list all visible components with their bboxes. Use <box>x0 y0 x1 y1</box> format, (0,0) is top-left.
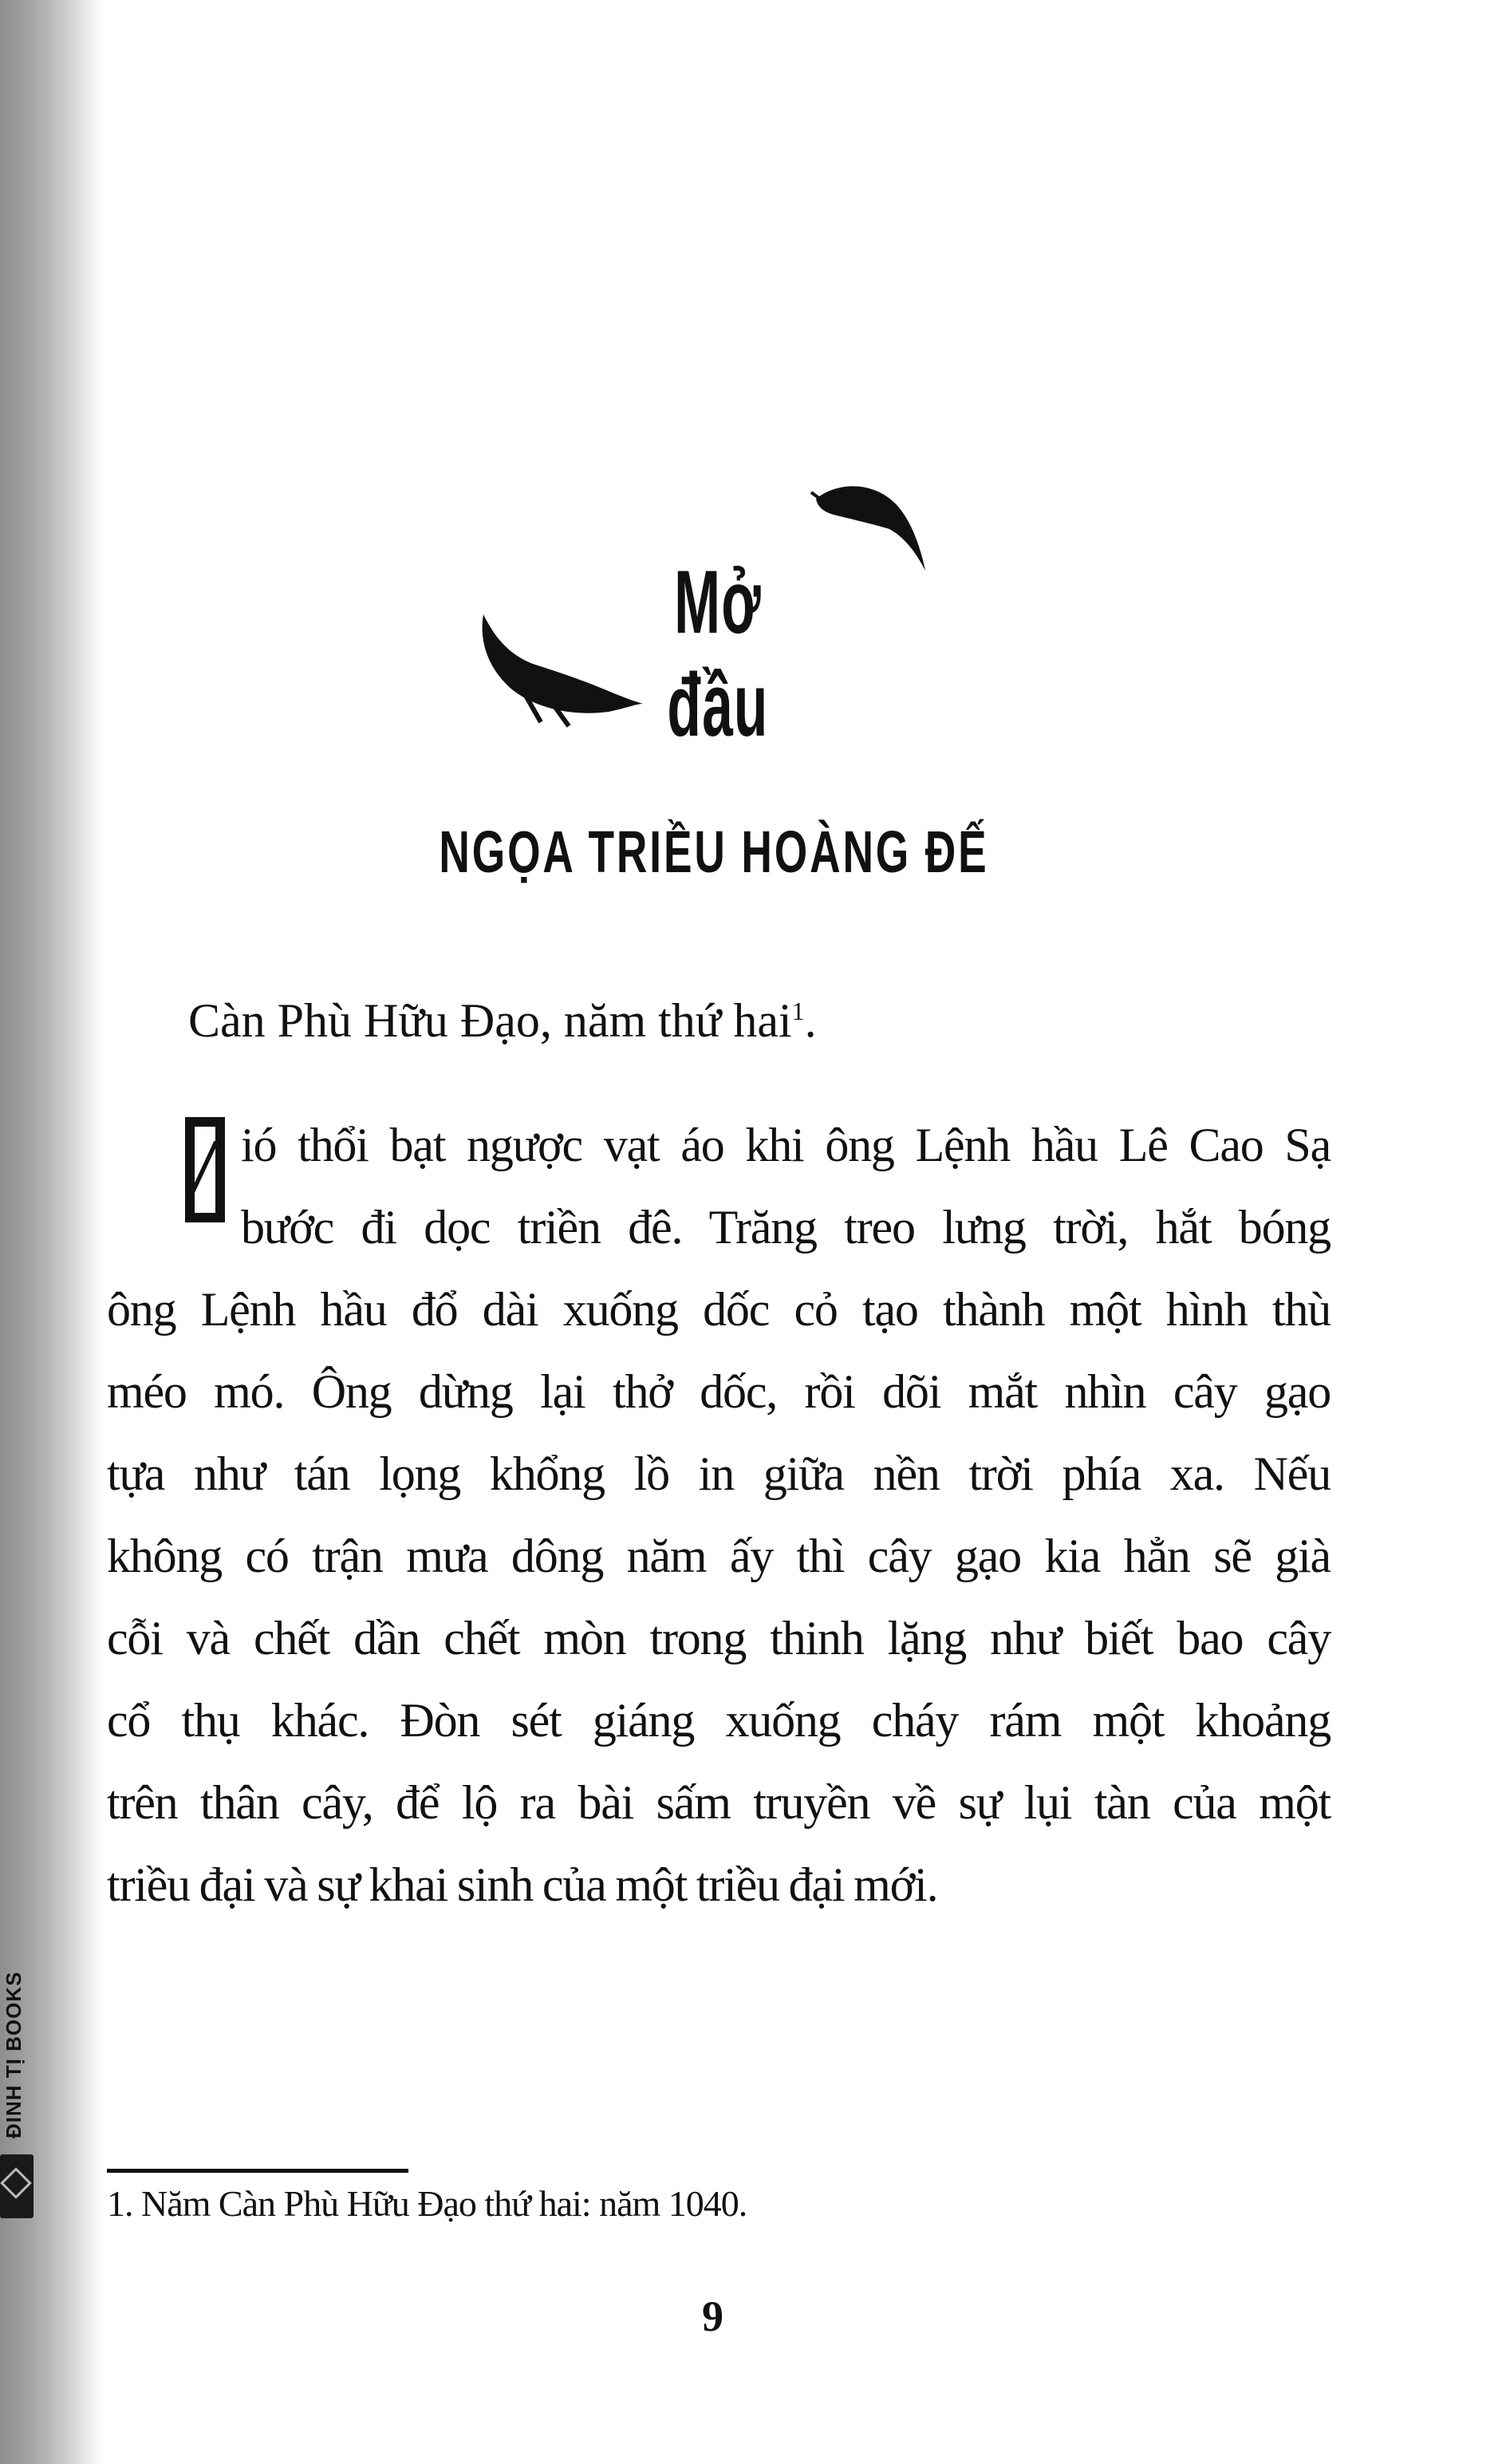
text-line: tựa như tán lọng khổng lồ in giữa nền trời phía xa. Nếu <box>107 1447 1331 1500</box>
publisher-logo-icon <box>0 2154 34 2218</box>
chapter-subtitle: NGỌA TRIỀU HOÀNG ĐẾ <box>439 819 989 885</box>
chapter-title: Mở đầu <box>667 552 769 755</box>
text-line: cỗi và chết dần chết mòn trong thinh lặng như biết bao cây <box>107 1612 1331 1664</box>
feather-bottom-icon <box>477 614 645 734</box>
footnote-ref: 1 <box>791 997 805 1025</box>
spine-publisher: ĐINH TỊ BOOKS <box>2 1971 26 2138</box>
text-line: cổ thụ khác. Đòn sét giáng xuống cháy rám một khoảng <box>107 1694 1331 1747</box>
text-line: ông Lệnh hầu đổ dài xuống dốc cỏ tạo thành một hình thù <box>107 1283 1331 1336</box>
text-line: trên thân cây, để lộ ra bài sấm truyền về sự lụi tàn của một <box>107 1776 1331 1829</box>
opening-line <box>188 993 817 1048</box>
text-line: không có trận mưa dông năm ấy thì cây gạo kia hẳn sẽ già <box>107 1530 1331 1582</box>
text-line: bước đi dọc triền đê. Trăng treo lưng trời, hắt bóng <box>241 1201 1331 1254</box>
feather-top-icon <box>810 475 929 575</box>
opening-end: . <box>804 994 817 1047</box>
body-paragraph <box>107 1113 1331 1935</box>
page-number: 9 <box>702 2292 723 2340</box>
footnote-divider <box>107 2169 408 2173</box>
opening-text: Càn Phù Hữu Đạo, năm thứ hai <box>188 994 792 1047</box>
footnote: 1. Năm Càn Phù Hữu Đạo thứ hai: năm 1040. <box>107 2183 747 2224</box>
text-line: ió thổi bạt ngược vạt áo khi ông Lệnh hầu Lê Cao Sạ <box>241 1119 1331 1171</box>
drop-cap <box>185 1117 225 1222</box>
text-line: méo mó. Ông dừng lại thở dốc, rồi dõi mắt nhìn cây gạo <box>107 1365 1331 1418</box>
text-line: triều đại và sự khai sinh của một triều đại mới. <box>107 1858 938 1911</box>
